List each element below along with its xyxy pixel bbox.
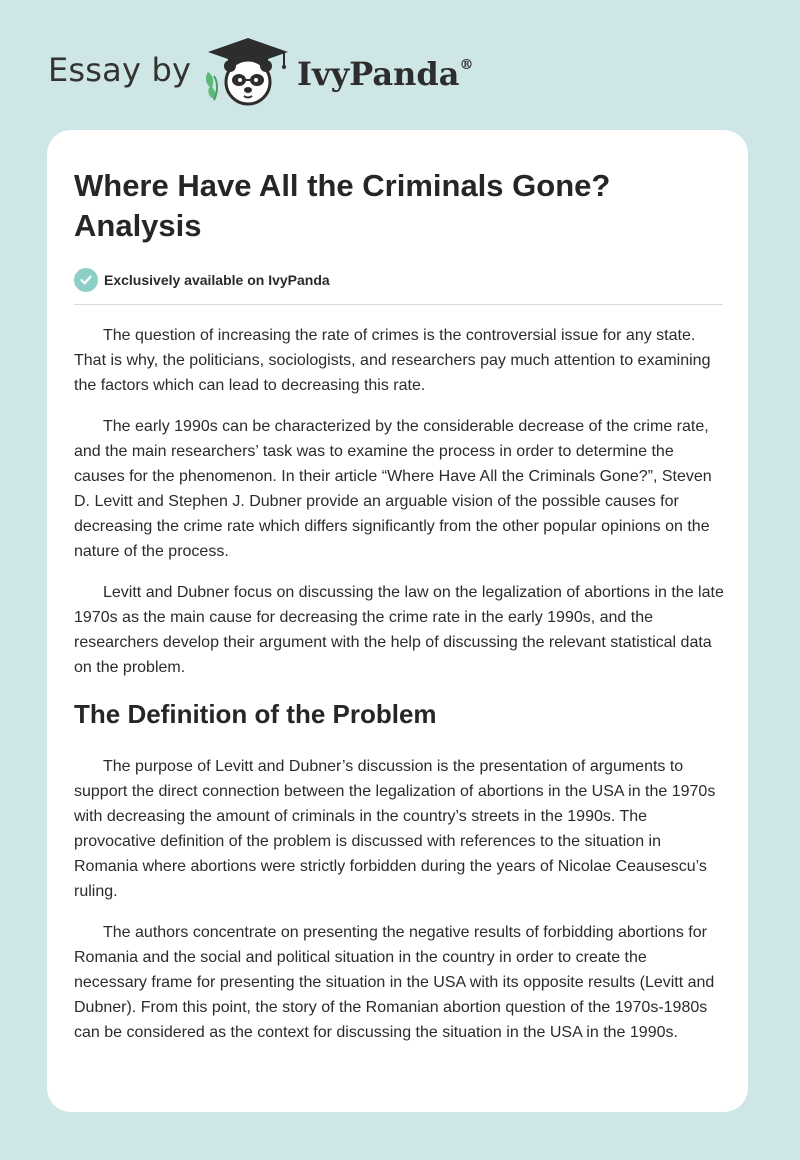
paragraph: The early 1990s can be characterized by the considerable decrease of the crime rate, and the main researchers’ task was to examine the process in order to determine the causes for the phenomenon. In their article “Where Have All the Criminals Gone?”, Steven D. Levitt and Stephen J. Dubner provide an arguable vision of the possible causes for decreasing the crime rate which differs significantly from the other popular opinions on the nature of the process.: [74, 418, 712, 560]
check-circle-icon: [74, 268, 98, 292]
essay-title: Where Have All the Criminals Gone? Analysis: [74, 168, 611, 243]
exclusive-badge: [74, 266, 724, 294]
paragraph: The authors concentrate on presenting the negative results of forbidding abortions for Romania and the social and political situation in the country in order to create the necessary frame for presenting the situation in the USA with its opposite results (Levitt and Dubner). From this point, the story of the Romanian abortion question of the 1970s-1980s can be considered as the context for discussing the situation in the USA in the 1990s.: [74, 924, 715, 1041]
essay-card: [47, 130, 748, 1112]
panda-graduation-cap-logo-icon[interactable]: [200, 36, 296, 108]
paragraph: The purpose of Levitt and Dubner’s discussion is the presentation of arguments to support the direct connection between the legalization of abortions in the USA in the 1970s with decreasing the amount of criminals in the country’s streets in the 1990s. The provocative definition of the problem is discussed with references to the situation in Romania where abortions were strictly forbidden during the years of Nicolae Ceausescu’s ruling.: [74, 758, 716, 900]
section-heading: The Definition of the Problem: [74, 699, 437, 729]
paragraph: Levitt and Dubner focus on discussing the law on the legalization of abortions in the late 1970s as the main cause for decreasing the crime rate in the early 1990s, and the researchers develop their argument with the help of discussing the relevant statistical data on the problem.: [74, 584, 724, 676]
essay-by-label: Essay by: [48, 51, 192, 89]
exclusive-label: Exclusively available on IvyPanda: [104, 272, 330, 288]
registered-mark: ®: [459, 57, 474, 74]
essay-body: [74, 323, 724, 1045]
title-divider: [74, 304, 723, 305]
brand-text: IvyPanda: [297, 55, 460, 93]
ivypanda-brand-name[interactable]: [297, 55, 473, 93]
paragraph: The question of increasing the rate of crimes is the controversial issue for any state. That is why, the politicians, sociologists, and researchers pay much attention to examining the factors which can lead to decreasing this rate.: [74, 327, 711, 394]
essay-content: [74, 166, 724, 1061]
site-header: [0, 0, 800, 130]
